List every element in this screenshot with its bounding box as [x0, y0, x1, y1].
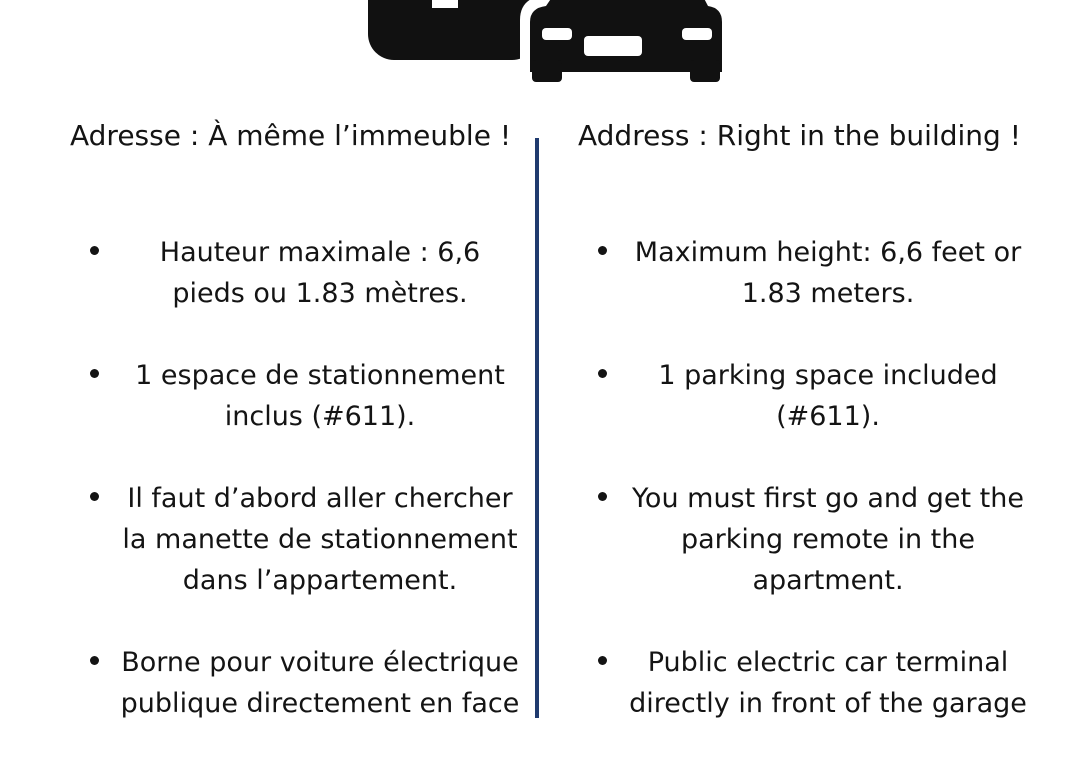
list-item: Maximum height: 6,6 feet or 1.83 meters. — [568, 232, 1028, 314]
parking-car-icon — [360, 0, 730, 85]
bullet-icon — [90, 656, 99, 665]
list-item: You must first go and get the parking remote in the apartment. — [568, 478, 1028, 601]
english-address-heading: Address : Right in the building ! — [578, 119, 1021, 152]
french-list — [60, 232, 520, 724]
list-item: 1 espace de stationnement inclus (#611). — [60, 355, 520, 437]
list-item: Borne pour voiture électrique publique directement en face — [60, 642, 520, 724]
bullet-icon — [598, 369, 607, 378]
bullet-icon — [90, 369, 99, 378]
french-column — [60, 116, 520, 765]
list-item: Hauteur maximale : 6,6 pieds ou 1.83 mètres. — [60, 232, 520, 314]
bullet-icon — [598, 656, 607, 665]
english-list — [568, 232, 1028, 724]
list-item: Il faut d’abord aller chercher la manette de stationnement dans l’appartement. — [60, 478, 520, 601]
french-address-heading: Adresse : À même l’immeuble ! — [70, 119, 512, 152]
list-item: Public electric car terminal directly in front of the garage — [568, 642, 1028, 724]
list-item: 1 parking space included (#611). — [568, 355, 1028, 437]
english-column — [568, 116, 1028, 765]
column-divider — [535, 138, 539, 718]
bullet-icon — [90, 492, 99, 501]
bullet-icon — [598, 492, 607, 501]
bullet-icon — [90, 246, 99, 255]
bullet-icon — [598, 246, 607, 255]
